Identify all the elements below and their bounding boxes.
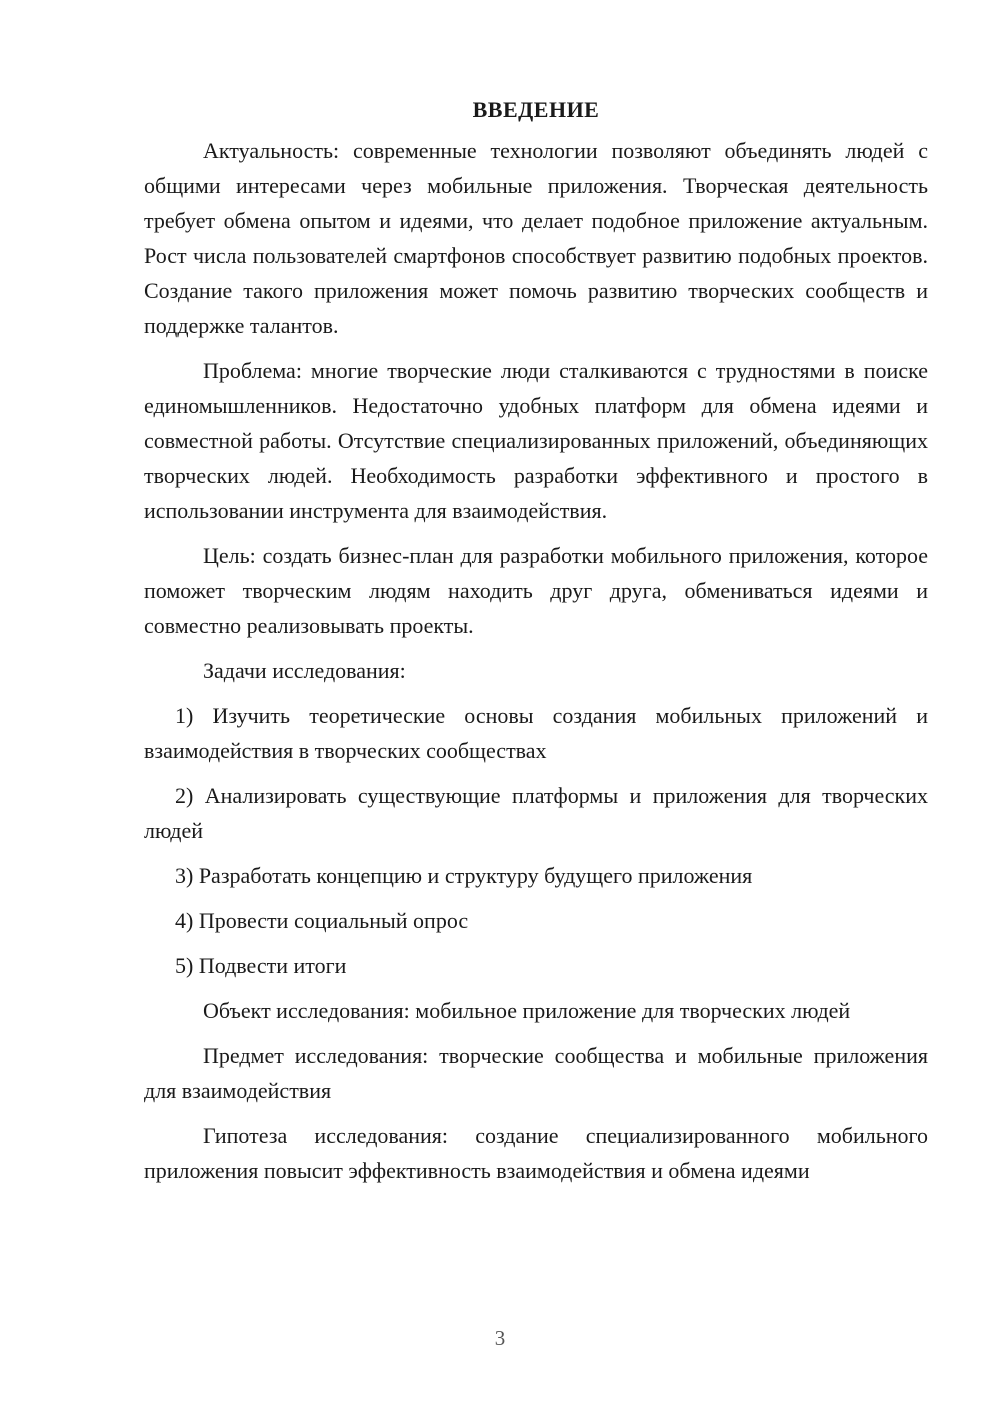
paragraph-goal: Цель: создать бизнес-план для разработки мобильного приложения, которое поможет творческим людям находить друг друга, обмениваться идеями и совместно реализовывать проекты. xyxy=(144,543,928,638)
task-item-4: 4) Провести социальный опрос xyxy=(175,908,469,933)
tasks-heading: Задачи исследования: xyxy=(203,658,406,683)
page-number: 3 xyxy=(494,1326,506,1350)
document-page xyxy=(144,92,928,1198)
task-item-2: 2) Анализировать существующие платформы и приложения для творческих людей xyxy=(144,783,928,843)
paragraph-relevance: Актуальность: современные технологии позволяют объединять людей с общими интересами через мобильные приложения. Творческая деятельность требует обмена опытом и идеями, что делает подобное приложение актуальным. Рост числа пользователей смартфонов способствует развитию подобных проектов. Создание такого приложения может помочь развитию творческих сообществ и поддержке талантов. xyxy=(144,138,928,338)
paragraph-subject: Предмет исследования: творческие сообщества и мобильные приложения для взаимодействия xyxy=(144,1043,928,1103)
paragraph-object: Объект исследования: мобильное приложение для творческих людей xyxy=(203,998,851,1023)
task-item-3: 3) Разработать концепцию и структуру будущего приложения xyxy=(175,863,753,888)
task-item-5: 5) Подвести итоги xyxy=(175,953,347,978)
paragraph-hypothesis: Гипотеза исследования: создание специализированного мобильного приложения повысит эффективность взаимодействия и обмена идеями xyxy=(144,1123,928,1183)
task-item-1: 1) Изучить теоретические основы создания мобильных приложений и взаимодействия в творческих сообществах xyxy=(144,703,928,763)
paragraph-problem: Проблема: многие творческие люди сталкиваются с трудностями в поиске единомышленников. Недостаточно удобных платформ для обмена идеями и совместной работы. Отсутствие специализированных приложений, объединяющих творческих людей. Необходимость разработки эффективного и простого в использовании инструмента для взаимодействия. xyxy=(144,358,928,523)
section-title: ВВЕДЕНИЕ xyxy=(472,97,600,122)
